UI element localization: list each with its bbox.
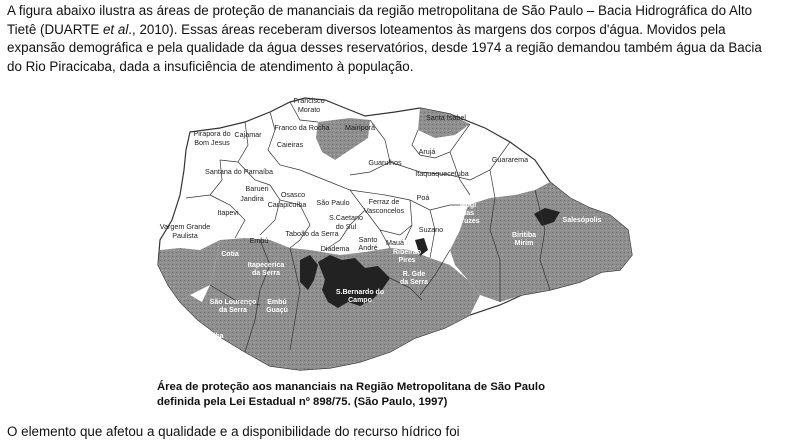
- para-line-3: expansão demográfica e pela qualidade da água desses reservatórios, desde 1974 a região demandou também água da Bacia: [7, 40, 762, 55]
- label-suzano: Suzano: [418, 225, 444, 234]
- label-francisco-morato: Francisco: [293, 96, 325, 105]
- label-guararema: Guararema: [491, 155, 529, 164]
- label-rio-grande-2: da Serra: [399, 279, 429, 286]
- label-mogi-2: das: [461, 210, 475, 217]
- label-taboao: Taboão da Serra: [285, 229, 339, 238]
- label-guarulhos: Guarulhos: [368, 158, 402, 167]
- para-line-2b: ., 2010). Essas áreas receberam diversos loteamentos às margens dos corpos d'água. Movidos pela: [128, 21, 726, 37]
- map-caption: [157, 380, 617, 410]
- caption-line-2: definida pela Lei Estadual nº 898/75. (São Paulo, 1997): [157, 396, 448, 408]
- label-sao-bernardo-2: Campo: [348, 297, 372, 304]
- label-santana-parnaiba: Santana do Parnaíba: [205, 167, 273, 176]
- label-santo-andre-2: André: [358, 243, 378, 252]
- label-mairipora: Mairiporã: [345, 123, 375, 132]
- label-francisco-morato-2: Morato: [297, 105, 321, 114]
- label-carapicuiba: Carapicuíba: [267, 200, 307, 209]
- protection-area-map: [150, 90, 640, 375]
- label-juquitiba: Juquitiba: [192, 333, 224, 340]
- label-maua: Mauá: [386, 238, 404, 247]
- intro-paragraph: [7, 2, 797, 76]
- label-cajamar: Cajamar: [234, 130, 262, 139]
- para-line-2a: Tietê (DUARTE: [7, 21, 103, 37]
- label-sao-caetano-2: do Sul: [335, 222, 357, 231]
- label-sao-bernardo-1: S.Bernardo do: [335, 289, 385, 296]
- label-diadema: Diadema: [320, 244, 350, 253]
- label-sao-lourenco-1: São Lourenço: [209, 299, 257, 306]
- label-pirapora: Pirapora do: [193, 129, 231, 138]
- label-itapevi: Itapevi: [217, 208, 239, 217]
- label-vargem-2: Paulista: [172, 231, 198, 240]
- label-poa: Poá: [416, 193, 430, 202]
- para-line-2: [7, 21, 797, 40]
- label-biritiba-1: Biritiba: [511, 232, 537, 239]
- para-line-1: A figura abaixo ilustra as áreas de proteção de mananciais da região metropolitana de São Paulo – Bacia Hidrográfica do Alto: [7, 3, 753, 18]
- label-itaquaquecetuba: Itaquaquecetuba: [415, 169, 469, 178]
- label-santo-andre-1: Santo: [358, 235, 378, 244]
- label-embu-guacu-1: Embú: [267, 299, 287, 306]
- question-text: O elemento que afetou a qualidade e a disponibilidade do recurso hídrico foi: [7, 424, 460, 439]
- label-itapecerica-2: da Serra: [251, 270, 281, 277]
- label-cotia: Cotia: [221, 251, 239, 258]
- label-barueri: Barueri: [245, 184, 269, 193]
- label-embu-guacu-2: Guaçú: [266, 307, 288, 314]
- label-biritiba-2: Mirim: [514, 240, 534, 247]
- label-ferraz-2: Vasconcelos: [363, 206, 405, 215]
- label-aruja: Arujá: [418, 147, 436, 156]
- label-sao-lourenco-2: da Serra: [218, 307, 248, 314]
- label-mogi-3: Cruzes: [456, 218, 480, 225]
- label-caieiras: Caieiras: [276, 140, 304, 149]
- label-ferraz-1: Ferraz de: [368, 197, 400, 206]
- label-ribeirao-2: Pires: [398, 257, 416, 264]
- label-vargem-1: Vargem Grande: [159, 222, 211, 231]
- caption-line-1: Área de proteção aos mananciais na Região Metropolitana de São Paulo: [157, 381, 545, 393]
- label-embu: Embú: [249, 236, 269, 245]
- label-jandira: Jandira: [240, 194, 264, 203]
- label-santa-isabel: Santa Isabel: [426, 113, 466, 122]
- para-et-al: et al: [102, 21, 129, 37]
- label-mogi-1: Mogi: [459, 202, 477, 209]
- label-franco-da-rocha: Franco da Rocha: [274, 123, 330, 132]
- label-osasco: Osasco: [280, 190, 306, 199]
- label-itapecerica-1: Itapecerica: [247, 262, 285, 269]
- para-line-4: do Rio Piracicaba, dada a insuficiência de atendimento à população.: [7, 58, 414, 74]
- label-sao-caetano-1: S.Caetano: [329, 213, 363, 222]
- label-ribeirao-1: Ribeirão: [392, 249, 422, 256]
- label-pirapora-2: Bom Jesus: [194, 138, 230, 147]
- label-sao-paulo: São Paulo: [316, 198, 350, 207]
- label-salesopolis: Salesópolis: [562, 217, 602, 224]
- label-rio-grande-1: R. Gde: [402, 271, 426, 278]
